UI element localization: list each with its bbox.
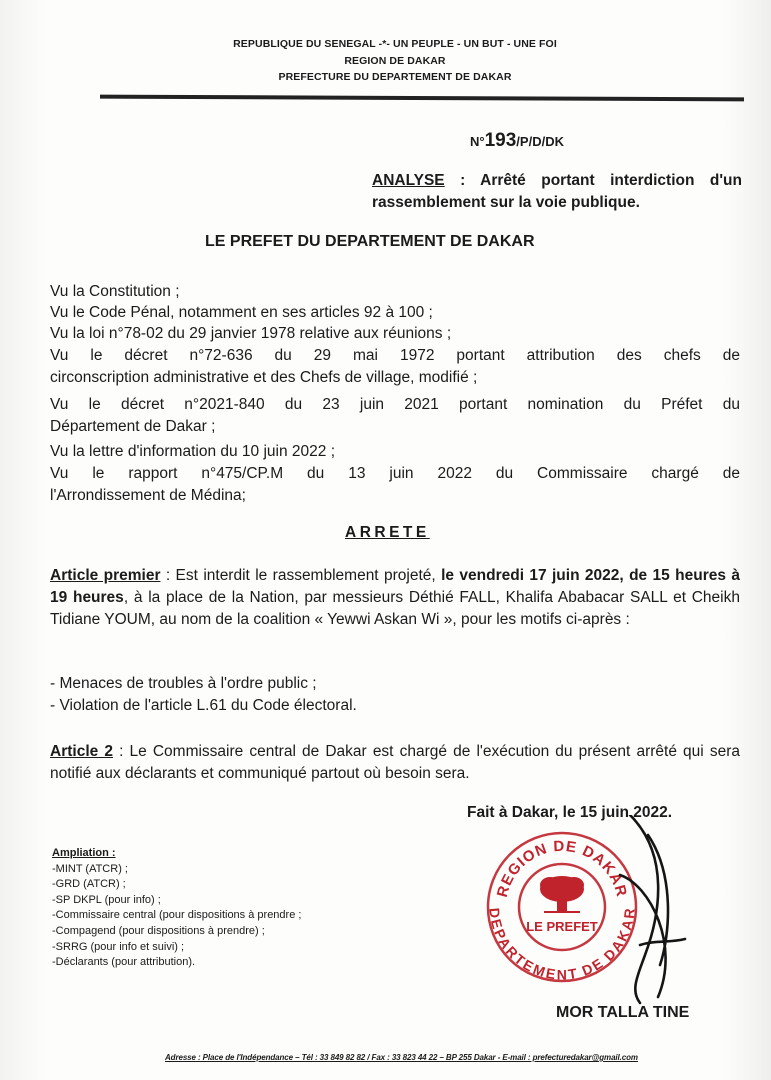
visa-line: Département de Dakar ; <box>50 418 216 435</box>
ampliation-item: -SP DKPL (pour info) ; <box>52 893 161 906</box>
motif-item: - Violation de l'article L.61 du Code électoral. <box>50 697 357 714</box>
prefet-title: LE PREFET DU DEPARTEMENT DE DAKAR <box>205 233 535 250</box>
ampliation-item: -Déclarants (pour attribution). <box>52 956 196 969</box>
fait-a-dakar: Fait à Dakar, le 15 juin 2022. <box>467 804 673 821</box>
arrete-title: ARRETE <box>345 524 430 541</box>
article-premier-text-a: Est interdit le rassemblement projeté, <box>175 567 436 584</box>
motif-item: - Menaces de troubles à l'ordre public ; <box>50 675 317 692</box>
article-premier-date: le vendredi 17 juin 2022, de 15 heures à 19 heures <box>50 567 740 606</box>
article-2-text: Le Commissaire central de Dakar est chargé de l'exécution du présent arrêté qui sera notifié aux déclarants et communiqué partout où besoin sera. <box>50 743 741 782</box>
decree-number-value: 193 <box>484 130 517 151</box>
visa-line: Vu le décret n°72-636 du 29 mai 1972 portant attribution des chefs de <box>50 347 740 364</box>
ampliation-list <box>52 846 301 971</box>
visa-line: Vu la Constitution ; <box>50 283 180 300</box>
stamp-top-text: REGION DE DAKAR <box>493 837 631 900</box>
header-rule <box>100 95 744 102</box>
stamp-center-text: LE PREFET <box>526 919 598 934</box>
visa-line: Vu le rapport n°475/CP.M du 13 juin 2022 du Commissaire chargé de <box>50 465 740 482</box>
header-prefecture: PREFECTURE DU DEPARTEMENT DE DAKAR <box>278 71 512 83</box>
article-2-label: Article 2 <box>50 743 113 760</box>
signatory-name: MOR TALLA TINE <box>556 1004 690 1021</box>
visa-line: Vu la loi n°78-02 du 29 janvier 1978 relative aux réunions ; <box>50 325 452 342</box>
visa-line: l'Arrondissement de Médina; <box>50 487 246 504</box>
ampliation-item: -GRD (ATCR) ; <box>52 878 126 891</box>
header-republic: REPUBLIQUE DU SENEGAL -*- UN PEUPLE - UN BUT - UNE FOI <box>233 38 557 50</box>
decree-number-prefix: N° <box>470 134 485 149</box>
visa-line: Vu le décret n°2021-840 du 23 juin 2021 portant nomination du Préfet du <box>50 396 740 413</box>
analyse-block: ANALYSE : Arrêté portant interdiction d'un rassemblement sur la voie publique. <box>372 172 742 211</box>
article-premier-text-b: , à la place de la Nation, par messieurs Déthié FALL, Khalifa Ababacar SALL et Cheikh Tidiane YOUM, au nom de la coalition « Yewwi Askan Wi », pour les motifs ci-après : <box>50 589 740 628</box>
ampliation-title: Ampliation : <box>52 847 116 859</box>
analyse-text: Arrêté portant interdiction d'un rassemblement sur la voie publique. <box>372 172 742 211</box>
decree-number-suffix: /P/D/DK <box>516 134 564 149</box>
handwritten-signature <box>600 815 710 1005</box>
ampliation-item: -Compagend (pour dispositions à prendre) ; <box>52 924 265 937</box>
ampliation-item: -Commissaire central (pour dispositions à prendre ; <box>52 909 302 922</box>
baobab-tree-icon <box>540 876 584 913</box>
ampliation-item: -SRRG (pour info et suivi) ; <box>52 940 185 953</box>
article-premier-label: Article premier <box>50 567 161 584</box>
footer-address: Adresse : Place de l'Indépendance – Tél : 33 849 82 82 / Fax : 33 823 44 22 – BP 255 Dakar - E-mail : prefecturedakar@gmail.com <box>165 1053 638 1062</box>
header-region: REGION DE DAKAR <box>344 55 446 67</box>
visa-line: Vu la lettre d'information du 10 juin 2022 ; <box>50 443 336 460</box>
article-premier: Article premier : Est interdit le rassemblement projeté, le vendredi 17 juin 2022, de 15 heures à 19 heures, à la place de la Nation, par messieurs Déthié FALL, Khalifa Ababacar SALL et Cheikh Tidiane YOUM, au nom de la coalition « Yewwi Askan Wi », pour les motifs ci-après : <box>50 567 740 628</box>
visa-line: circonscription administrative et des Chefs de village, modifié ; <box>50 369 478 386</box>
article-2: Article 2 : Le Commissaire central de Dakar est chargé de l'exécution du présent arrêté qui sera notifié aux déclarants et communiqué partout où besoin sera. <box>50 743 741 782</box>
decree-number <box>470 130 564 152</box>
stamp-bottom-text: DEPARTEMENT DE DAKAR <box>486 907 638 983</box>
visa-line: Vu le Code Pénal, notamment en ses articles 92 à 100 ; <box>50 304 433 321</box>
ampliation-item: -MINT (ATCR) ; <box>52 862 128 875</box>
analyse-label: ANALYSE <box>372 172 445 189</box>
